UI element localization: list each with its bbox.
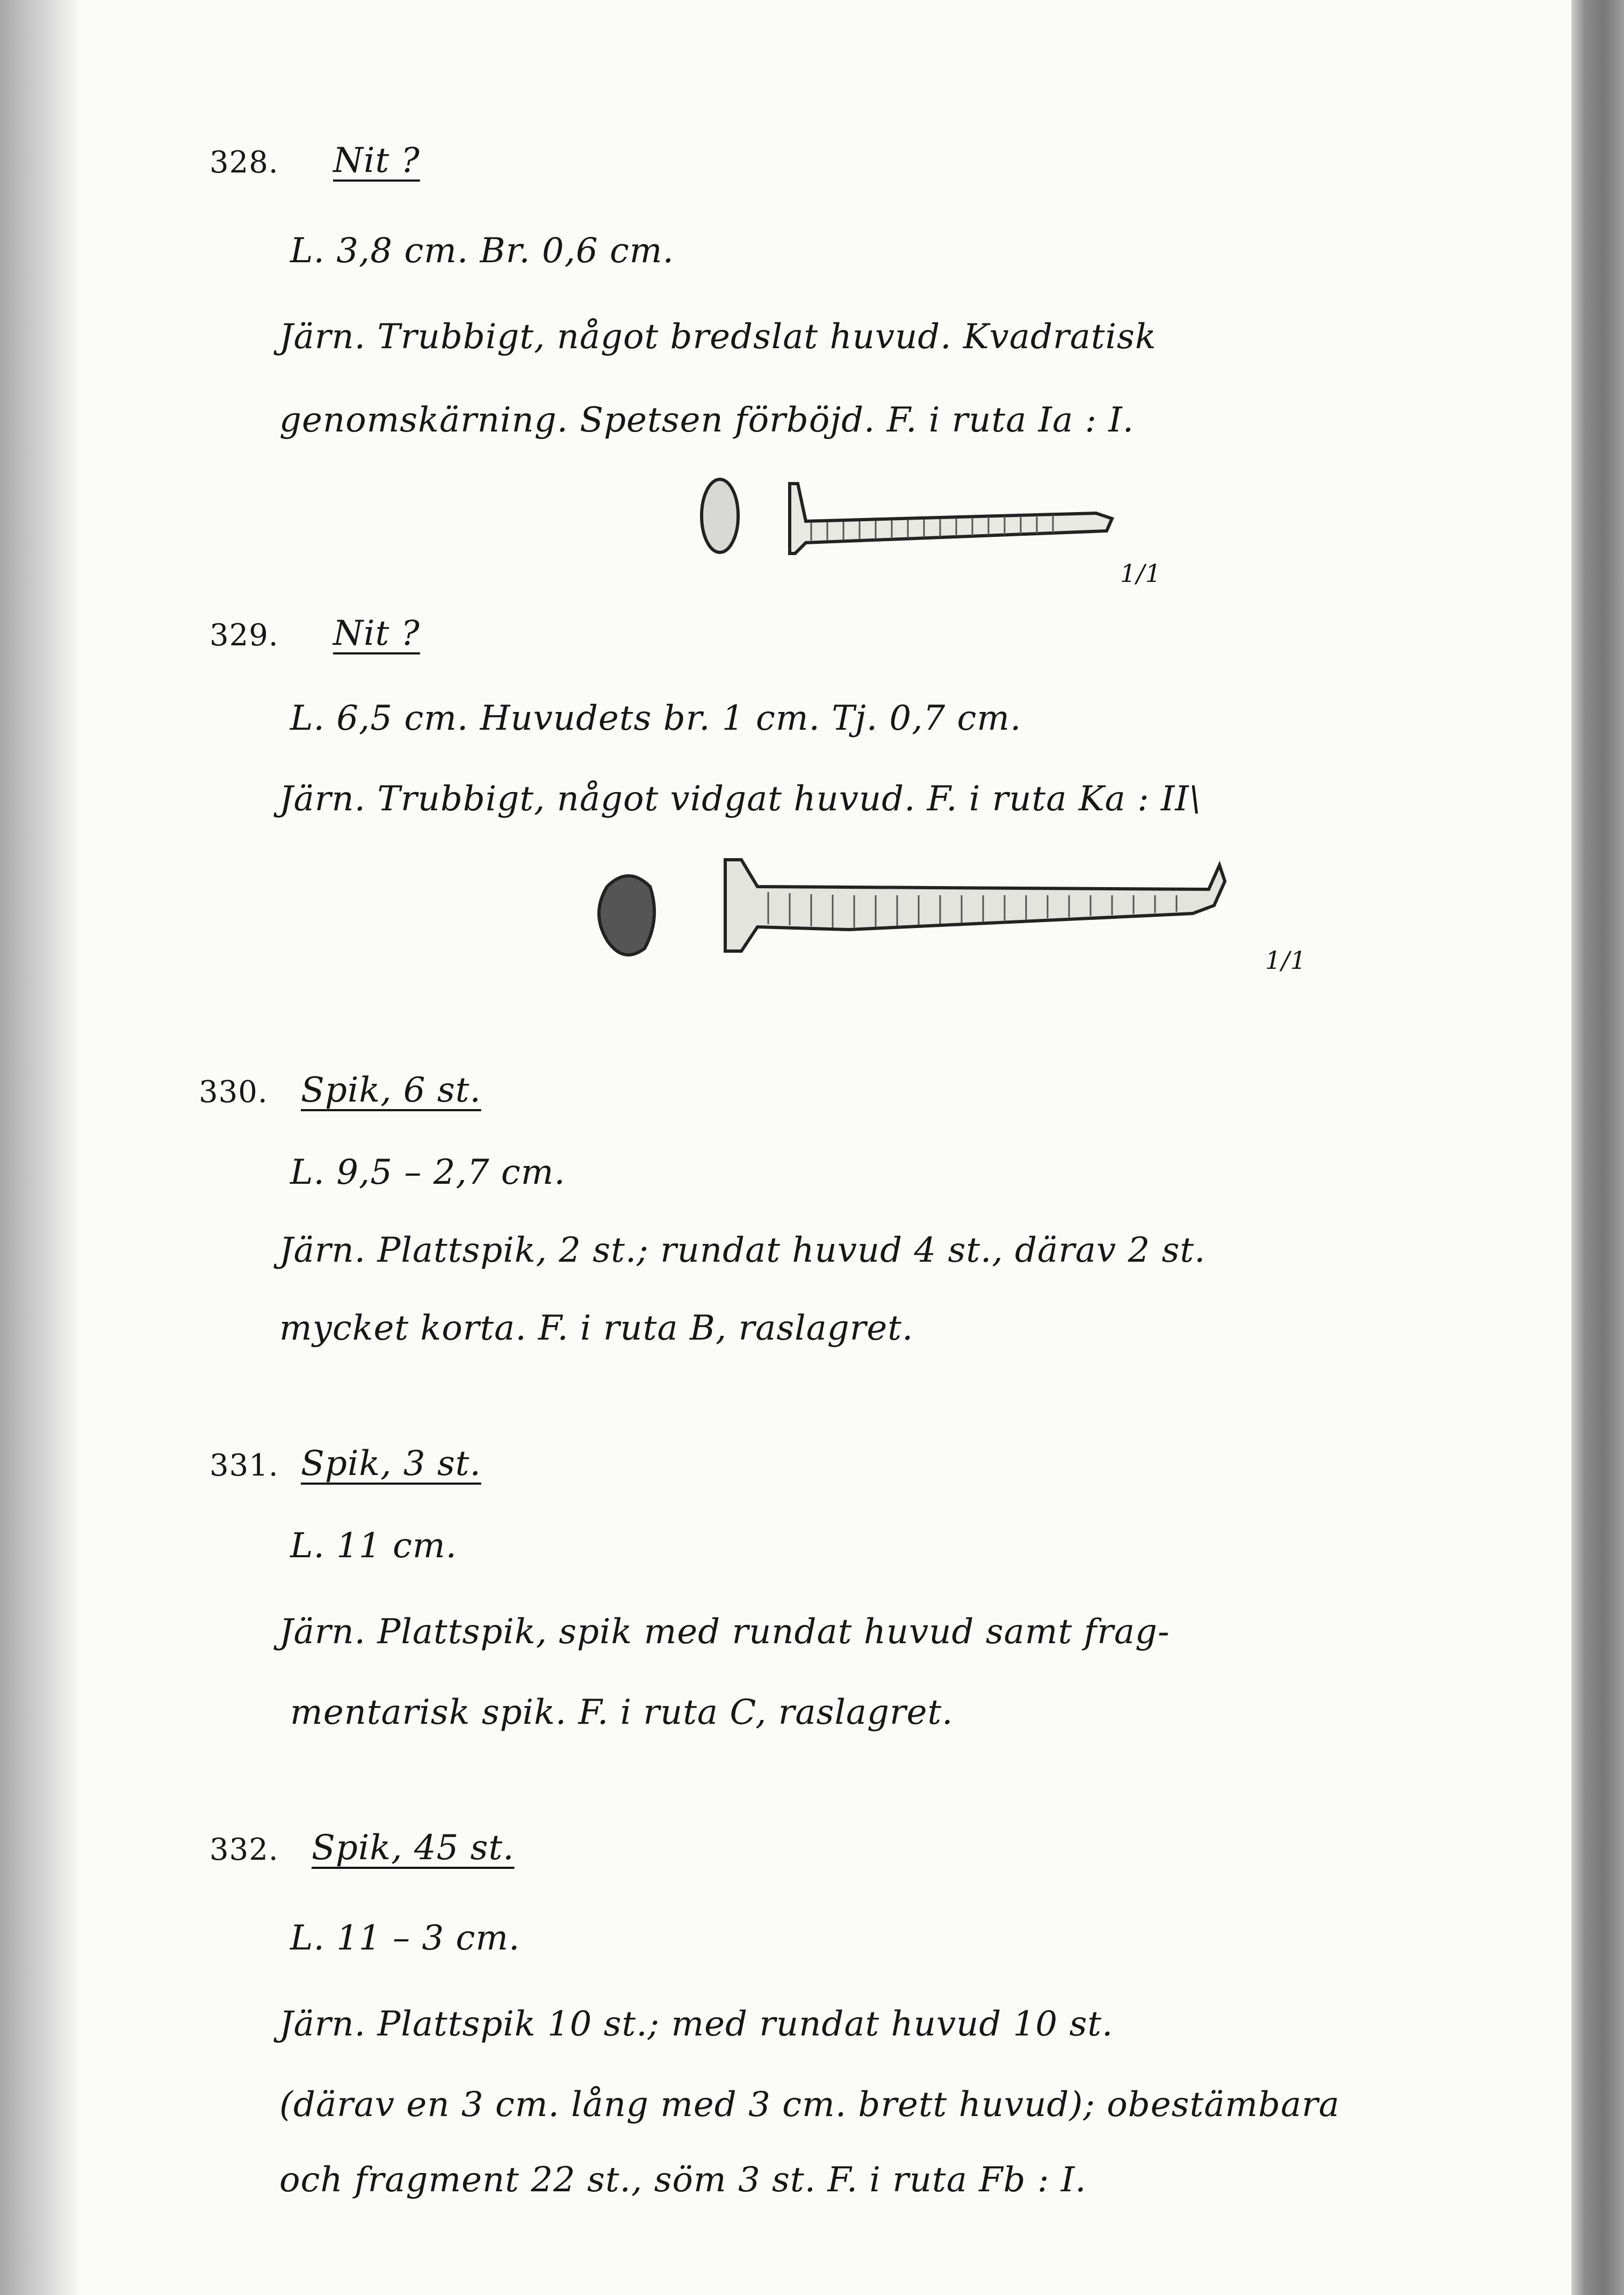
entry-text: mentarisk spik. F. i ruta C, raslagret.	[290, 1693, 954, 1732]
entry-text: mycket korta. F. i ruta B, raslagret.	[279, 1308, 914, 1348]
entry-number: 328.	[210, 145, 279, 180]
entry-text: Järn. Plattspik 10 st.; med rundat huvud 10 st.	[279, 2004, 1114, 2044]
entry-text: Järn. Trubbigt, något bredslat huvud. Kvadratisk	[279, 317, 1157, 357]
entry-number: 332.	[210, 1832, 279, 1867]
entry-number: 329.	[210, 618, 279, 653]
page-edge-left	[0, 0, 81, 2295]
entry-measure: L. 3,8 cm. Br. 0,6 cm.	[290, 231, 674, 271]
entry-measure: L. 11 – 3 cm.	[290, 1918, 521, 1958]
entry-measure: L. 9,5 – 2,7 cm.	[290, 1153, 566, 1192]
entry-number: 331.	[210, 1448, 279, 1483]
entry-text: Järn. Plattspik, 2 st.; rundat huvud 4 st., därav 2 st.	[279, 1231, 1206, 1270]
rivet-drawing	[580, 849, 1279, 989]
entry-title: Nit ?	[333, 614, 420, 653]
page-edge-right	[1571, 0, 1624, 2295]
scale-label: 1/1	[1120, 559, 1162, 588]
entry-number: 330.	[199, 1075, 268, 1110]
entry-text: genomskärning. Spetsen förböjd. F. i ruta Ia : I.	[279, 400, 1134, 440]
entry-measure: L. 6,5 cm. Huvudets br. 1 cm. Tj. 0,7 cm.	[290, 699, 1022, 738]
entry-title: Spik, 6 st.	[301, 1070, 481, 1110]
entry-title: Spik, 3 st.	[301, 1444, 481, 1484]
scale-label: 1/1	[1265, 946, 1307, 975]
entry-text: och fragment 22 st., söm 3 st. F. i ruta Fb : I.	[279, 2160, 1087, 2200]
entry-measure: L. 11 cm.	[290, 1526, 457, 1566]
entry-title: Nit ?	[333, 141, 420, 181]
entry-text: (därav en 3 cm. lång med 3 cm. brett huvud); obestämbara	[279, 2085, 1340, 2125]
entry-text: Järn. Plattspik, spik med rundat huvud samt frag-	[279, 1612, 1170, 1652]
entry-title: Spik, 45 st.	[312, 1828, 515, 1868]
rivet-drawing	[688, 462, 1171, 602]
entry-text: Järn. Trubbigt, något vidgat huvud. F. i ruta Ka : II\	[279, 779, 1202, 819]
